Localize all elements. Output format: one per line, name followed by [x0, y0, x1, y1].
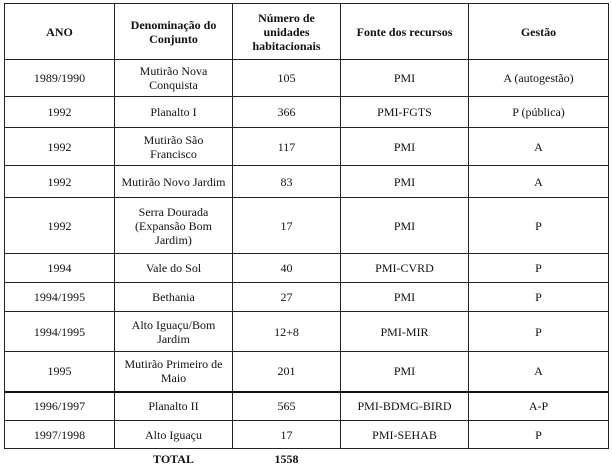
cell-unidades: 17 [233, 421, 341, 449]
total-spacer [5, 449, 115, 469]
header-unidades: Número de unidades habitacionais [233, 4, 341, 60]
cell-gestao: P [469, 254, 609, 283]
cell-unidades: 366 [233, 97, 341, 128]
cell-ano: 1992 [5, 198, 115, 254]
cell-unidades: 27 [233, 283, 341, 312]
cell-gestao: P [469, 421, 609, 449]
cell-fonte: PMI-BDMG-BIRD [341, 392, 469, 421]
cell-unidades: 565 [233, 392, 341, 421]
header-fonte: Fonte dos recursos [341, 4, 469, 60]
cell-fonte: PMI [341, 283, 469, 312]
header-ano: ANO [5, 4, 115, 60]
cell-denominacao: Mutirão Novo Jardim [115, 166, 233, 198]
cell-fonte: PMI-MIR [341, 312, 469, 352]
cell-unidades: 17 [233, 198, 341, 254]
table-row [5, 97, 609, 128]
cell-fonte: PMI [341, 166, 469, 198]
cell-fonte: PMI-SEHAB [341, 421, 469, 449]
cell-denominacao: Bethania [115, 283, 233, 312]
cell-denominacao: Mutirão Nova Conquista [115, 60, 233, 97]
cell-ano: 1995 [5, 352, 115, 392]
cell-denominacao: Mutirão Primeiro de Maio [115, 352, 233, 392]
cell-ano: 1994/1995 [5, 283, 115, 312]
table-row [5, 166, 609, 198]
cell-fonte: PMI-CVRD [341, 254, 469, 283]
cell-denominacao: Alto Iguaçu/Bom Jardim [115, 312, 233, 352]
cell-ano: 1992 [5, 166, 115, 198]
cell-denominacao: Planalto I [115, 97, 233, 128]
table-row [5, 198, 609, 254]
header-gestao: Gestão [469, 4, 609, 60]
cell-denominacao: Serra Dourada (Expansão Bom Jardim) [115, 198, 233, 254]
cell-gestao: A (autogestão) [469, 60, 609, 97]
cell-gestao: A [469, 352, 609, 392]
cell-ano: 1989/1990 [5, 60, 115, 97]
cell-unidades: 117 [233, 128, 341, 166]
cell-gestao: P [469, 198, 609, 254]
cell-unidades: 83 [233, 166, 341, 198]
total-row [5, 449, 609, 469]
cell-unidades: 105 [233, 60, 341, 97]
header-row [5, 4, 609, 60]
cell-ano: 1992 [5, 128, 115, 166]
table-row [5, 128, 609, 166]
cell-gestao: A [469, 166, 609, 198]
cell-denominacao: Planalto II [115, 392, 233, 421]
total-spacer [341, 449, 469, 469]
housing-table [4, 3, 609, 469]
cell-gestao: P [469, 312, 609, 352]
cell-gestao: A-P [469, 392, 609, 421]
cell-denominacao: Mutirão São Francisco [115, 128, 233, 166]
cell-fonte: PMI [341, 352, 469, 392]
table-row [5, 352, 609, 392]
cell-fonte: PMI [341, 128, 469, 166]
cell-fonte: PMI-FGTS [341, 97, 469, 128]
cell-ano: 1994/1995 [5, 312, 115, 352]
total-spacer [469, 449, 609, 469]
cell-unidades: 40 [233, 254, 341, 283]
cell-unidades: 201 [233, 352, 341, 392]
cell-ano: 1997/1998 [5, 421, 115, 449]
table-row [5, 312, 609, 352]
total-label: TOTAL [153, 451, 194, 466]
table-row [5, 392, 609, 421]
cell-fonte: PMI [341, 198, 469, 254]
table-row [5, 254, 609, 283]
cell-unidades: 12+8 [233, 312, 341, 352]
header-denominacao: Denominação do Conjunto [115, 4, 233, 60]
cell-ano: 1992 [5, 97, 115, 128]
cell-gestao: A [469, 128, 609, 166]
total-value: 1558 [274, 451, 299, 466]
table-row [5, 283, 609, 312]
cell-gestao: P [469, 283, 609, 312]
table-row [5, 60, 609, 97]
cell-gestao: P (pública) [469, 97, 609, 128]
table-row [5, 421, 609, 449]
cell-ano: 1994 [5, 254, 115, 283]
cell-denominacao: Vale do Sol [115, 254, 233, 283]
cell-ano: 1996/1997 [5, 392, 115, 421]
cell-fonte: PMI [341, 60, 469, 97]
cell-denominacao: Alto Iguaçu [115, 421, 233, 449]
